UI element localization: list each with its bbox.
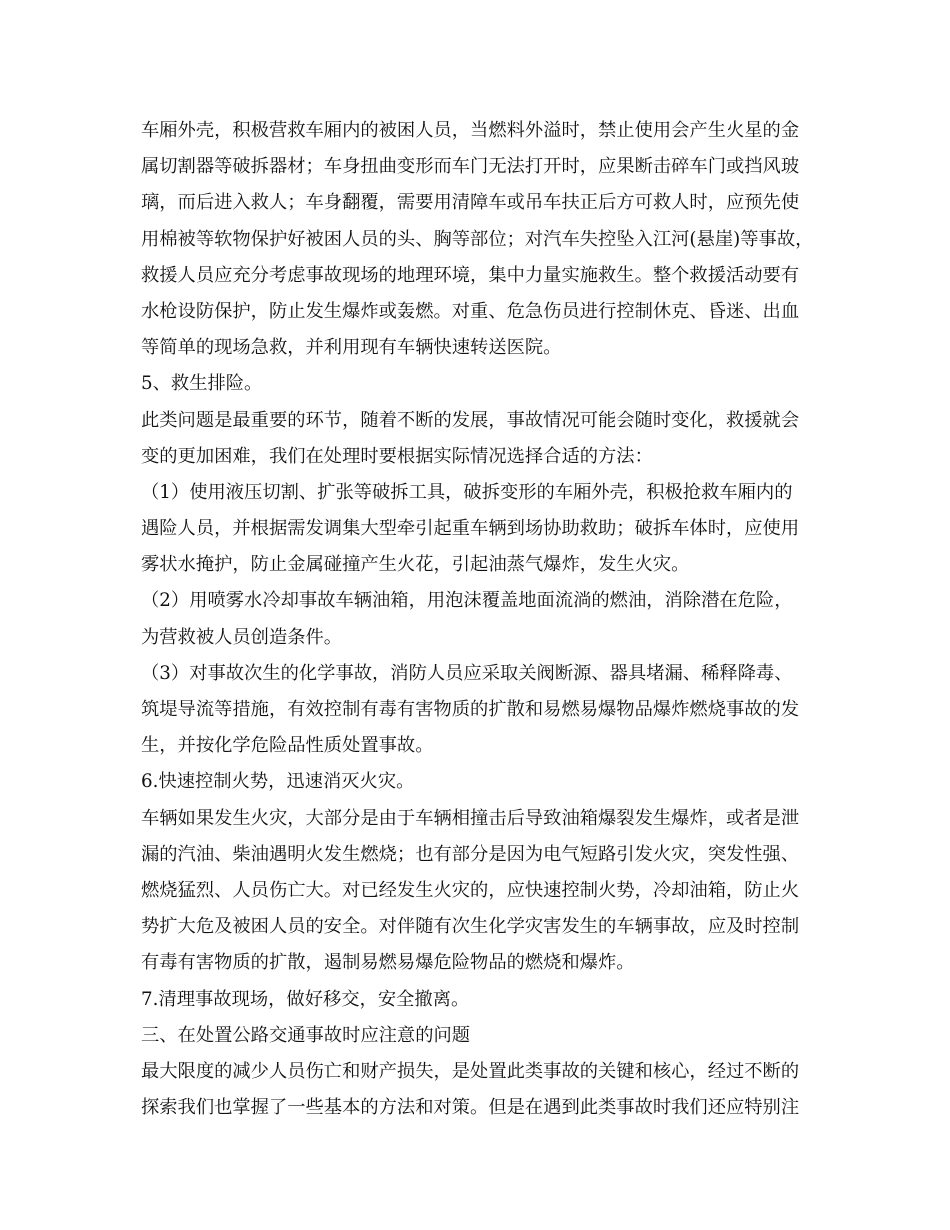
text-line: 璃，而后进入救人；车身翻覆，需要用清障车或吊车扶正后方可救人时，应预先使 bbox=[141, 192, 800, 214]
text-line: 有毒有害物质的扩散，遏制易燃易爆危险物品的燃烧和爆炸。 bbox=[141, 952, 635, 974]
text-line: 车厢外壳，积极营救车厢内的被困人员，当燃料外溢时，禁止使用会产生火星的金 bbox=[141, 120, 800, 141]
text-line: 车辆如果发生火灾，大部分是由于车辆相撞击后导致油箱爆裂发生爆炸，或者是泄 bbox=[141, 807, 800, 829]
text-line: 漏的汽油、柴油遇明火发生燃烧；也有部分是因为电气短路引发火灾，突发性强、 bbox=[141, 843, 800, 865]
section-heading: 7.清理事故现场，做好移交，安全撤离。 bbox=[141, 988, 470, 1010]
section-heading: 5、救生排险。 bbox=[141, 373, 263, 395]
text-line: 为营救被人员创造条件。 bbox=[141, 626, 343, 648]
text-line: 遇险人员，并根据需发调集大型牵引起重车辆到场协助救助；破拆车体时，应使用 bbox=[141, 518, 800, 540]
text-line: 探索我们也掌握了一些基本的方法和对策。但是在遇到此类事故时我们还应特别注 bbox=[141, 1097, 800, 1119]
text-line: 此类问题是最重要的环节，随着不断的发展，事故情况可能会随时变化，救援就会 bbox=[141, 409, 800, 431]
text-line: 生，并按化学危险品性质处置事故。 bbox=[141, 735, 434, 757]
document-body bbox=[141, 113, 821, 1126]
text-line: 变的更加困难，我们在处理时要根据实际情况选择合适的方法： bbox=[141, 445, 653, 467]
text-line: 等简单的现场急救，并利用现有车辆快速转送医院。 bbox=[141, 337, 562, 359]
text-line: 势扩大危及被困人员的安全。对伴随有次生化学灾害发生的车辆事故，应及时控制 bbox=[141, 916, 800, 938]
text-line: 水枪设防保护，防止发生爆炸或轰燃。对重、危急伤员进行控制休克、昏迷、出血 bbox=[141, 300, 800, 322]
text-line: 用棉被等软物保护好被困人员的头、胸等部位；对汽车失控坠入江河(悬崖)等事故， bbox=[141, 228, 814, 250]
text-line: 最大限度的减少人员伤亡和财产损失，是处置此类事故的关键和核心，经过不断的 bbox=[141, 1060, 800, 1082]
text-line: 属切割器等破拆器材；车身扭曲变形而车门无法打开时，应果断击碎车门或挡风玻 bbox=[141, 156, 800, 178]
text-line: 筑堤导流等措施，有效控制有毒有害物质的扩散和易燃易爆物品爆炸燃烧事故的发 bbox=[141, 699, 800, 720]
text-line: 雾状水掩护，防止金属碰撞产生火花，引起油蒸气爆炸，发生火灾。 bbox=[141, 554, 690, 576]
list-item-line: （2）用喷雾水冷却事故车辆油箱，用泡沫覆盖地面流淌的燃油，消除潜在危险， bbox=[141, 590, 793, 612]
text-line: 救援人员应充分考虑事故现场的地理环境，集中力量实施救生。整个救援活动要有 bbox=[141, 264, 800, 286]
list-item-line: （1）使用液压切割、扩张等破拆工具，破拆变形的车厢外壳，积极抢救车厢内的 bbox=[141, 481, 793, 503]
text-line: 燃烧猛烈、人员伤亡大。对已经发生火灾的，应快速控制火势，冷却油箱，防止火 bbox=[141, 879, 800, 901]
section-heading: 三、在处置公路交通事故时应注意的问题 bbox=[141, 1024, 471, 1046]
list-item-line: （3）对事故次生的化学事故，消防人员应采取关阀断源、器具堵漏、稀释降毒、 bbox=[141, 662, 793, 684]
section-heading: 6.快速控制火势，迅速消灭火灾。 bbox=[141, 771, 415, 793]
